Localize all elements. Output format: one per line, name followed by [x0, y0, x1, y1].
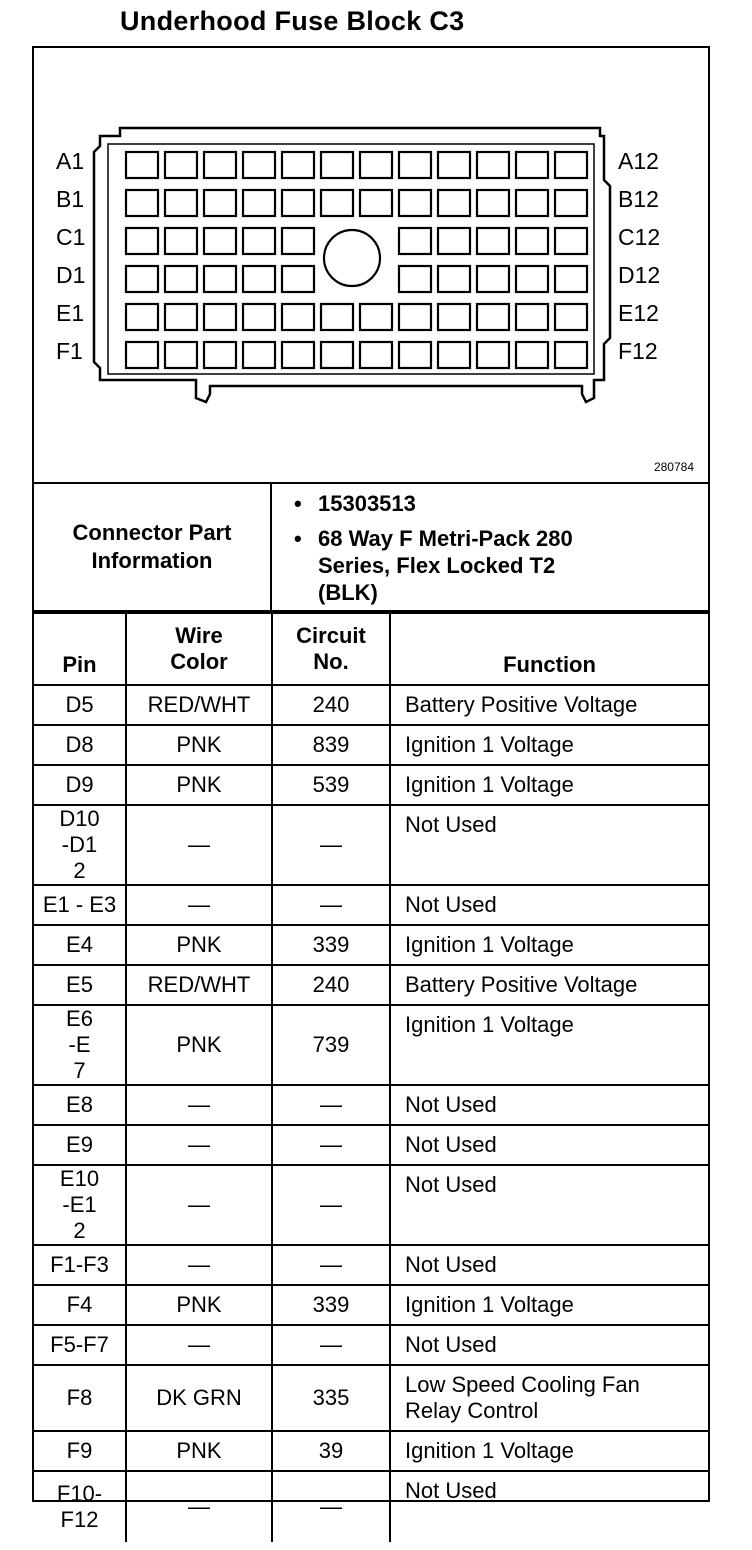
pin-cavity	[282, 228, 314, 254]
pin-cell	[34, 1245, 126, 1285]
pin-cell	[34, 1431, 126, 1471]
wire-color-cell-text: —	[188, 1252, 210, 1277]
pin-cavity	[165, 190, 197, 216]
pin-cavity	[477, 152, 509, 178]
figure-id: 280784	[653, 460, 694, 474]
pin-cavity	[516, 304, 548, 330]
circuit-cell	[272, 1285, 390, 1325]
pin-cell-text: D9	[65, 772, 94, 797]
circuit-cell-text: —	[320, 1332, 342, 1357]
pin-cell-text: E5	[66, 972, 93, 997]
pin-cavity	[477, 304, 509, 330]
wire-color-cell	[126, 765, 272, 805]
pin-cell	[34, 1165, 126, 1245]
circuit-cell	[272, 1325, 390, 1365]
pin-cavity	[399, 190, 431, 216]
function-cell	[390, 1165, 708, 1245]
left-row-label: E1	[56, 300, 85, 326]
table-row	[34, 1431, 708, 1471]
circuit-cell	[272, 1125, 390, 1165]
pin-cell	[34, 965, 126, 1005]
pin-cell-text: E4	[66, 932, 93, 957]
pin-cavity	[204, 342, 236, 368]
table-row	[34, 725, 708, 765]
function-cell-text: Low Speed Cooling Fan Relay Control	[405, 1372, 640, 1423]
pin-cavity	[399, 266, 431, 292]
wire-color-cell	[126, 1285, 272, 1325]
pin-cell	[34, 1125, 126, 1165]
circuit-cell	[272, 685, 390, 725]
pin-cavity	[243, 304, 275, 330]
circuit-cell-text: 335	[312, 1385, 350, 1410]
wire-color-cell	[126, 1165, 272, 1245]
header-pin: Pin	[34, 613, 126, 685]
pin-cavity	[399, 228, 431, 254]
circuit-cell-text: —	[320, 1092, 342, 1117]
circuit-cell	[272, 805, 390, 885]
function-cell	[390, 1245, 708, 1285]
wire-color-cell	[126, 965, 272, 1005]
pin-cavity	[243, 266, 275, 292]
function-cell	[390, 925, 708, 965]
table-row	[34, 1085, 708, 1125]
left-row-label: B1	[56, 186, 85, 212]
connector-info-frame	[32, 46, 710, 1532]
connector-description: • 68 Way F Metri-Pack 280 Series, Flex Locked T2 (BLK)	[292, 525, 608, 606]
function-cell-text: Not Used	[405, 1478, 497, 1503]
pin-cavity	[438, 190, 470, 216]
pin-cavity	[282, 342, 314, 368]
pin-cavity	[477, 342, 509, 368]
function-cell	[390, 1125, 708, 1165]
pin-cell-text: F9	[66, 1438, 93, 1463]
pin-cavity	[321, 152, 353, 178]
table-row	[34, 965, 708, 1005]
pin-cavity	[204, 152, 236, 178]
pin-cavity	[126, 152, 158, 178]
pin-cavity	[321, 304, 353, 330]
wire-color-cell-text: DK GRN	[156, 1385, 242, 1410]
connector-part-information	[34, 482, 708, 612]
pin-cavity	[321, 342, 353, 368]
pin-cavity	[360, 342, 392, 368]
pin-cavity	[126, 342, 158, 368]
pin-cell-text: F1-F3	[50, 1252, 109, 1277]
pin-cell-text: E8	[66, 1092, 93, 1117]
pin-cavity	[165, 228, 197, 254]
pin-cavity	[360, 152, 392, 178]
circuit-cell	[272, 1085, 390, 1125]
circuit-cell-text: 39	[318, 1438, 344, 1463]
right-row-label: C12	[618, 224, 661, 250]
part-number: • 15303513	[292, 490, 608, 517]
table-row	[34, 685, 708, 725]
pin-cavity	[399, 304, 431, 330]
function-cell	[390, 1471, 708, 1542]
wire-color-cell	[126, 1125, 272, 1165]
function-cell	[390, 1365, 708, 1431]
page-title: Underhood Fuse Block C3	[120, 6, 465, 36]
center-post	[324, 230, 380, 286]
function-cell-text: Ignition 1 Voltage	[405, 1292, 574, 1317]
header-function: Function	[390, 613, 708, 685]
connector-face-drawing	[34, 48, 708, 482]
pin-cavity	[126, 304, 158, 330]
pin-cavity	[438, 304, 470, 330]
wire-color-cell-text: —	[188, 1332, 210, 1357]
pin-table-body	[34, 685, 708, 1542]
pin-cell-text: E9	[66, 1132, 93, 1157]
pin-cavity	[243, 342, 275, 368]
wire-color-cell	[126, 1245, 272, 1285]
function-cell-text: Not Used	[405, 892, 497, 917]
circuit-cell	[272, 1431, 390, 1471]
table-row	[34, 1005, 708, 1085]
pin-cell	[34, 685, 126, 725]
pin-cavity	[555, 228, 587, 254]
function-cell	[390, 1005, 708, 1085]
function-cell-text: Ignition 1 Voltage	[405, 1438, 574, 1463]
circuit-cell-text: —	[320, 832, 342, 857]
wire-color-cell-text: PNK	[176, 1438, 222, 1463]
pin-cavity	[516, 342, 548, 368]
wire-color-cell	[126, 685, 272, 725]
function-cell-text: Not Used	[405, 1252, 497, 1277]
pin-cavity	[282, 190, 314, 216]
connector-diagram	[34, 48, 708, 482]
pin-cell-text: F10-F12	[56, 1481, 103, 1532]
function-cell	[390, 965, 708, 1005]
pin-cavity	[555, 304, 587, 330]
pin-cavity	[165, 266, 197, 292]
function-cell	[390, 1085, 708, 1125]
circuit-cell-text: —	[320, 1192, 342, 1217]
pin-cavity	[165, 152, 197, 178]
pin-cell	[34, 885, 126, 925]
circuit-cell	[272, 1471, 390, 1542]
circuit-cell-text: —	[320, 892, 342, 917]
pin-cavity	[516, 266, 548, 292]
pin-cavity	[438, 342, 470, 368]
pin-cavity	[555, 152, 587, 178]
left-row-label: F1	[56, 338, 83, 364]
table-row	[34, 885, 708, 925]
pin-cavity	[126, 190, 158, 216]
wire-color-cell	[126, 1431, 272, 1471]
circuit-cell	[272, 925, 390, 965]
table-row	[34, 805, 708, 885]
pin-cavity	[243, 228, 275, 254]
circuit-cell	[272, 1365, 390, 1431]
pin-cavity	[282, 152, 314, 178]
pin-cavity	[165, 342, 197, 368]
table-row	[34, 1125, 708, 1165]
circuit-cell-text: 339	[312, 1292, 350, 1317]
pin-cavity	[438, 228, 470, 254]
function-cell	[390, 805, 708, 885]
function-cell-text: Not Used	[405, 812, 497, 837]
function-cell-text: Ignition 1 Voltage	[405, 732, 574, 757]
circuit-cell-text: 339	[312, 932, 350, 957]
pin-cavity	[438, 152, 470, 178]
pin-cell-text: E1 - E3	[42, 892, 117, 917]
function-cell-text: Ignition 1 Voltage	[405, 772, 574, 797]
circuit-cell-text: 739	[312, 1032, 350, 1057]
pin-cell-text: E10-E12	[59, 1166, 100, 1243]
pin-table	[34, 612, 708, 1542]
function-cell-text: Battery Positive Voltage	[405, 692, 638, 717]
wire-color-cell-text: —	[188, 1092, 210, 1117]
pin-cavity	[321, 190, 353, 216]
wire-color-cell	[126, 725, 272, 765]
pin-cell-text: D8	[65, 732, 94, 757]
pin-cavity	[126, 228, 158, 254]
pin-cell	[34, 805, 126, 885]
pin-cell-text: F8	[66, 1385, 93, 1410]
circuit-cell	[272, 765, 390, 805]
table-row	[34, 925, 708, 965]
function-cell-text: Not Used	[405, 1172, 497, 1197]
function-cell-text: Not Used	[405, 1132, 497, 1157]
pin-cavity	[555, 266, 587, 292]
pin-cell	[34, 1325, 126, 1365]
pin-cavity	[204, 228, 236, 254]
function-cell-text: Battery Positive Voltage	[405, 972, 638, 997]
right-row-label: F12	[618, 338, 658, 364]
left-row-label: D1	[56, 262, 86, 288]
table-row	[34, 1285, 708, 1325]
pin-cell	[34, 1471, 126, 1542]
wire-color-cell-text: PNK	[176, 732, 222, 757]
wire-color-cell	[126, 1005, 272, 1085]
wire-color-cell	[126, 925, 272, 965]
pin-cell-text: D5	[65, 692, 94, 717]
pin-cell	[34, 1005, 126, 1085]
wire-color-cell-text: PNK	[176, 772, 222, 797]
wire-color-cell	[126, 1085, 272, 1125]
pin-cavity	[360, 190, 392, 216]
pin-cavity	[165, 304, 197, 330]
function-cell	[390, 1325, 708, 1365]
pin-cavity	[516, 190, 548, 216]
circuit-cell-text: 240	[312, 972, 350, 997]
pin-cavity	[126, 266, 158, 292]
circuit-cell-text: —	[320, 1494, 342, 1519]
wire-color-cell-text: PNK	[176, 1292, 222, 1317]
left-row-label: A1	[56, 148, 85, 174]
wire-color-cell-text: PNK	[176, 932, 222, 957]
pin-cavity	[243, 190, 275, 216]
function-cell	[390, 765, 708, 805]
function-cell-text: Not Used	[405, 1332, 497, 1357]
pin-cell	[34, 1365, 126, 1431]
wire-color-cell-text: —	[188, 1494, 210, 1519]
wire-color-cell	[126, 1325, 272, 1365]
header-circuit-no: Circuit No.	[272, 613, 390, 685]
pin-cavity	[477, 228, 509, 254]
circuit-cell-text: 839	[312, 732, 350, 757]
function-cell	[390, 885, 708, 925]
circuit-cell	[272, 725, 390, 765]
function-cell-text: Not Used	[405, 1092, 497, 1117]
right-row-label: E12	[618, 300, 659, 326]
function-cell	[390, 725, 708, 765]
circuit-cell-text: —	[320, 1132, 342, 1157]
pin-cavity	[477, 190, 509, 216]
wire-color-cell	[126, 1471, 272, 1542]
pin-cell-text: F5-F7	[50, 1332, 109, 1357]
pin-cavity	[516, 152, 548, 178]
right-row-label: B12	[618, 186, 659, 212]
circuit-cell-text: 539	[312, 772, 350, 797]
wire-color-cell-text: —	[188, 892, 210, 917]
wire-color-cell	[126, 885, 272, 925]
right-row-label: D12	[618, 262, 661, 288]
table-row	[34, 1245, 708, 1285]
pin-cell	[34, 765, 126, 805]
pin-cavity	[243, 152, 275, 178]
table-row	[34, 1471, 708, 1542]
wire-color-cell	[126, 1365, 272, 1431]
function-cell	[390, 1285, 708, 1325]
wire-color-cell-text: —	[188, 832, 210, 857]
pin-cavity	[282, 304, 314, 330]
pin-cell	[34, 1085, 126, 1125]
pin-cavity	[282, 266, 314, 292]
function-cell	[390, 1431, 708, 1471]
circuit-cell	[272, 1165, 390, 1245]
table-row	[34, 1365, 708, 1431]
wire-color-cell-text: RED/WHT	[147, 692, 251, 717]
pin-cell	[34, 725, 126, 765]
pin-cell-text: E6-E7	[66, 1006, 93, 1083]
table-row	[34, 1165, 708, 1245]
pin-cell	[34, 925, 126, 965]
circuit-cell	[272, 885, 390, 925]
pin-cell-text: D10-D12	[59, 806, 100, 883]
pin-cavity	[204, 266, 236, 292]
wire-color-cell-text: —	[188, 1192, 210, 1217]
circuit-cell	[272, 965, 390, 1005]
pin-cavity	[477, 266, 509, 292]
wire-color-cell-text: RED/WHT	[147, 972, 251, 997]
table-header-row	[34, 613, 708, 685]
circuit-cell	[272, 1245, 390, 1285]
pin-cavity	[555, 190, 587, 216]
header-wire-color: Wire Color	[126, 613, 272, 685]
pin-cavity	[399, 152, 431, 178]
pin-cavity	[204, 190, 236, 216]
part-info-label: Connector Part Information	[34, 484, 272, 610]
wire-color-cell	[126, 805, 272, 885]
table-row	[34, 1325, 708, 1365]
pin-cell	[34, 1285, 126, 1325]
circuit-cell	[272, 1005, 390, 1085]
pin-cavity	[399, 342, 431, 368]
wire-color-cell-text: PNK	[176, 1032, 222, 1057]
function-cell-text: Ignition 1 Voltage	[405, 932, 574, 957]
right-row-label: A12	[618, 148, 659, 174]
left-row-label: C1	[56, 224, 86, 250]
table-row	[34, 765, 708, 805]
pin-cavity	[438, 266, 470, 292]
pin-cavity	[516, 228, 548, 254]
circuit-cell-text: —	[320, 1252, 342, 1277]
function-cell	[390, 685, 708, 725]
pin-cell-text: F4	[66, 1292, 93, 1317]
pin-cavity	[360, 304, 392, 330]
pin-cavity	[204, 304, 236, 330]
function-cell-text: Ignition 1 Voltage	[405, 1012, 574, 1037]
part-info-list	[272, 490, 608, 614]
circuit-cell-text: 240	[312, 692, 350, 717]
wire-color-cell-text: —	[188, 1132, 210, 1157]
pin-cavity	[555, 342, 587, 368]
